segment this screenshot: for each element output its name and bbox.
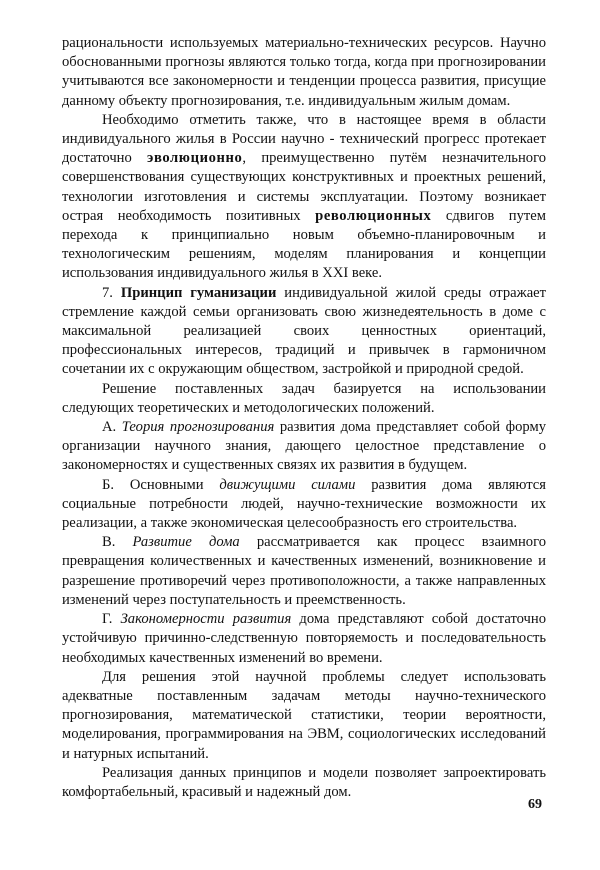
principle-title: Принцип гуманизации bbox=[120, 284, 277, 301]
paragraph-3-text: индивидуальной жилой среды отражает стремление каждой семьи организовать свою жизнедеятельность в доме с максимальной реализацией своих ценностных ориентаций, профессиональных интересов, традиций и привычек в гармоничном сочетании их с окружающим обществом, застройкой и природной средой. bbox=[62, 284, 547, 378]
paragraph-7 bbox=[62, 533, 546, 610]
term-driving-forces: движущими силами bbox=[219, 476, 356, 493]
page-number: 69 bbox=[528, 797, 542, 812]
paragraph-6-text: развития дома являются социальные потребности людей, научно-технические возможности их реализации, а также экономическая целесообразность его строительства. bbox=[62, 476, 546, 532]
paragraph-1 bbox=[62, 34, 546, 111]
paragraph-8 bbox=[62, 610, 546, 668]
paragraph-3 bbox=[62, 284, 546, 380]
paragraph-9-text: Для решения этой научной проблемы следует использовать адекватные поставленным задачам методы научно-технического прогнозирования, математической статистики, теории вероятности, моделирования, программирования на ЭВМ, социологических исследований и натурных испытаний. bbox=[62, 668, 546, 762]
paragraph-7-text: рассматривается как процесс взаимного превращения количественных и качественных изменений, возникновение и разрешение противоречий через противоположности, а также направленных изменений через поступательность и преемственность. bbox=[62, 534, 546, 608]
paragraph-2-text-e: сдвигов путем перехода к принципиально новым объемно-планировочным и технологическим решениям, моделям планирования и концепции использования индивидуального жилья в XXI веке. bbox=[62, 207, 546, 282]
paragraph-5 bbox=[62, 418, 546, 476]
paragraph-4 bbox=[62, 380, 546, 418]
paragraph-4-text: Решение поставленных задач базируется на использовании следующих теоретических и методологических положений. bbox=[62, 380, 546, 416]
paragraph-2-text-c: , преимущественно путём незначительного совершенствования существующих конструктивных и проектных решений, технологии изготовления и системы эксплуатации. Поэтому возникает острая необходимость позитивных bbox=[62, 150, 546, 224]
paragraph-6 bbox=[62, 476, 546, 534]
paragraph-3-number: 7. bbox=[102, 284, 121, 301]
paragraph-9 bbox=[62, 668, 546, 764]
paragraph-10 bbox=[62, 764, 546, 802]
paragraph-5-text: развития дома представляет собой форму организации научного знания, дающего целостное представление о закономерностях и существенных связях их развития в будущем. bbox=[62, 419, 546, 474]
paragraph-5-letter: А. bbox=[102, 419, 122, 436]
paragraph-2 bbox=[62, 111, 546, 284]
page-body bbox=[62, 34, 546, 802]
paragraph-8-letter: Г. bbox=[102, 611, 121, 628]
paragraph-8-text: дома представляют собой достаточно устойчивую причинно-следственную повторяемость и последовательность необходимых качественных изменений во времени. bbox=[62, 611, 547, 666]
term-forecasting-theory: Теория прогнозирования bbox=[121, 419, 275, 436]
paragraph-7-letter: В. bbox=[102, 534, 133, 551]
paragraph-6-lead: Б. Основными bbox=[102, 476, 220, 493]
paragraph-1-text: рациональности используемых материально-технических ресурсов. Научно обоснованными прогнозы являются только тогда, когда при прогнозировании учитываются все закономерности и тенденции процесса развития, присущие данному объекту прогнозирования, т.е. индивидуальным жилым домам. bbox=[62, 35, 546, 109]
emphasis-evolutionary: эволюционно bbox=[147, 150, 243, 167]
emphasis-revolutionary: революционных bbox=[315, 207, 432, 224]
term-house-development: Развитие дома bbox=[132, 534, 240, 551]
term-development-laws: Закономерности развития bbox=[120, 611, 292, 628]
paragraph-10-text: Реализация данных принципов и модели позволяет запроектировать комфортабельный, красивый и надежный дом. bbox=[62, 764, 546, 800]
paragraph-2-text-a: Необходимо отметить также, что в настоящее время в области индивидуального жилья в России научно - технический прогресс протекает достаточно bbox=[62, 111, 546, 167]
